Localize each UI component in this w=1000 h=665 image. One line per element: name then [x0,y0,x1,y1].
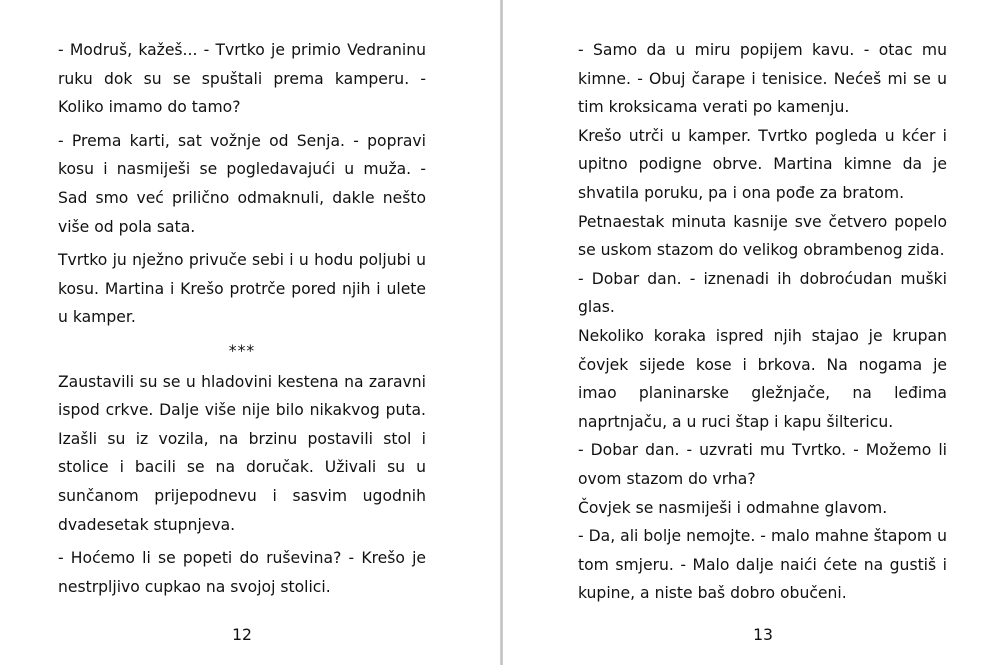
paragraph: Tvrtko ju nježno privuče sebi i u hodu poljubi u kosu. Martina i Krešo protrče pored njih i ulete u kamper. [58,251,426,327]
paragraph: Nekoliko koraka ispred njih stajao je krupan čovjek sijede kose i brkova. Na nogama je imao planinarske gležnjače, na leđima naprtnjaču, a u ruci štap i kapu šiltericu. [578,326,947,431]
right-page-text [578,36,947,608]
page-number: 13 [753,626,773,644]
paragraph: Krešo utrči u kamper. Tvrtko pogleda u kćer i upitno podigne obrve. Martina kimne da je shvatila poruku, pa i ona pođe za bratom. [578,126,947,202]
paragraph: Čovjek se nasmiješi i odmahne glavom. [578,498,888,517]
paragraph: - Dobar dan. - uzvrati mu Tvrtko. - Možemo li ovom stazom do vrha? [578,441,947,488]
left-page-text [58,36,426,601]
paragraph: - Da, ali bolje nemojte. - malo mahne štapom u tom smjeru. - Malo dalje naići ćete na gustiš i kupine, a niste baš dobro obučeni. [578,527,947,603]
section-separator: *** [228,341,256,360]
paragraph: - Modruš, kažeš... - Tvrtko je primio Vedraninu ruku dok su se spuštali prema kamperu. - Koliko imamo do tamo? [58,41,426,117]
right-page [503,0,1000,665]
paragraph: - Samo da u miru popijem kavu. - otac mu kimne. - Obuj čarape i tenisice. Nećeš mi se u tim kroksicama verati po kamenju. [578,41,947,117]
paragraph: - Hoćemo li se popeti do ruševina? - Krešo je nestrpljivo cupkao na svojoj stolici. [58,549,426,596]
paragraph: - Dobar dan. - iznenadi ih dobroćudan muški glas. [578,269,947,317]
paragraph: - Prema karti, sat vožnje od Senja. - popravi kosu i nasmiješi se pogledavajući u muža. - Sad smo već prilično odmaknuli, dakle nešto više od pola sata. [58,131,426,236]
page-number: 12 [232,626,252,644]
paragraph: Zaustavili su se u hladovini kestena na zaravni ispod crkve. Dalje više nije bilo nikakvog puta. Izašli su iz vozila, na brzinu postavili stol i stolice i bacili se na doručak. Uživali su u sunčanom prijepodnevu i sasvim ugodnih dvadesetak stupnjeva. [58,372,426,534]
paragraph: Petnaestak minuta kasnije sve četvero popelo se uskom stazom do velikog obrambenog zida. [578,212,947,260]
